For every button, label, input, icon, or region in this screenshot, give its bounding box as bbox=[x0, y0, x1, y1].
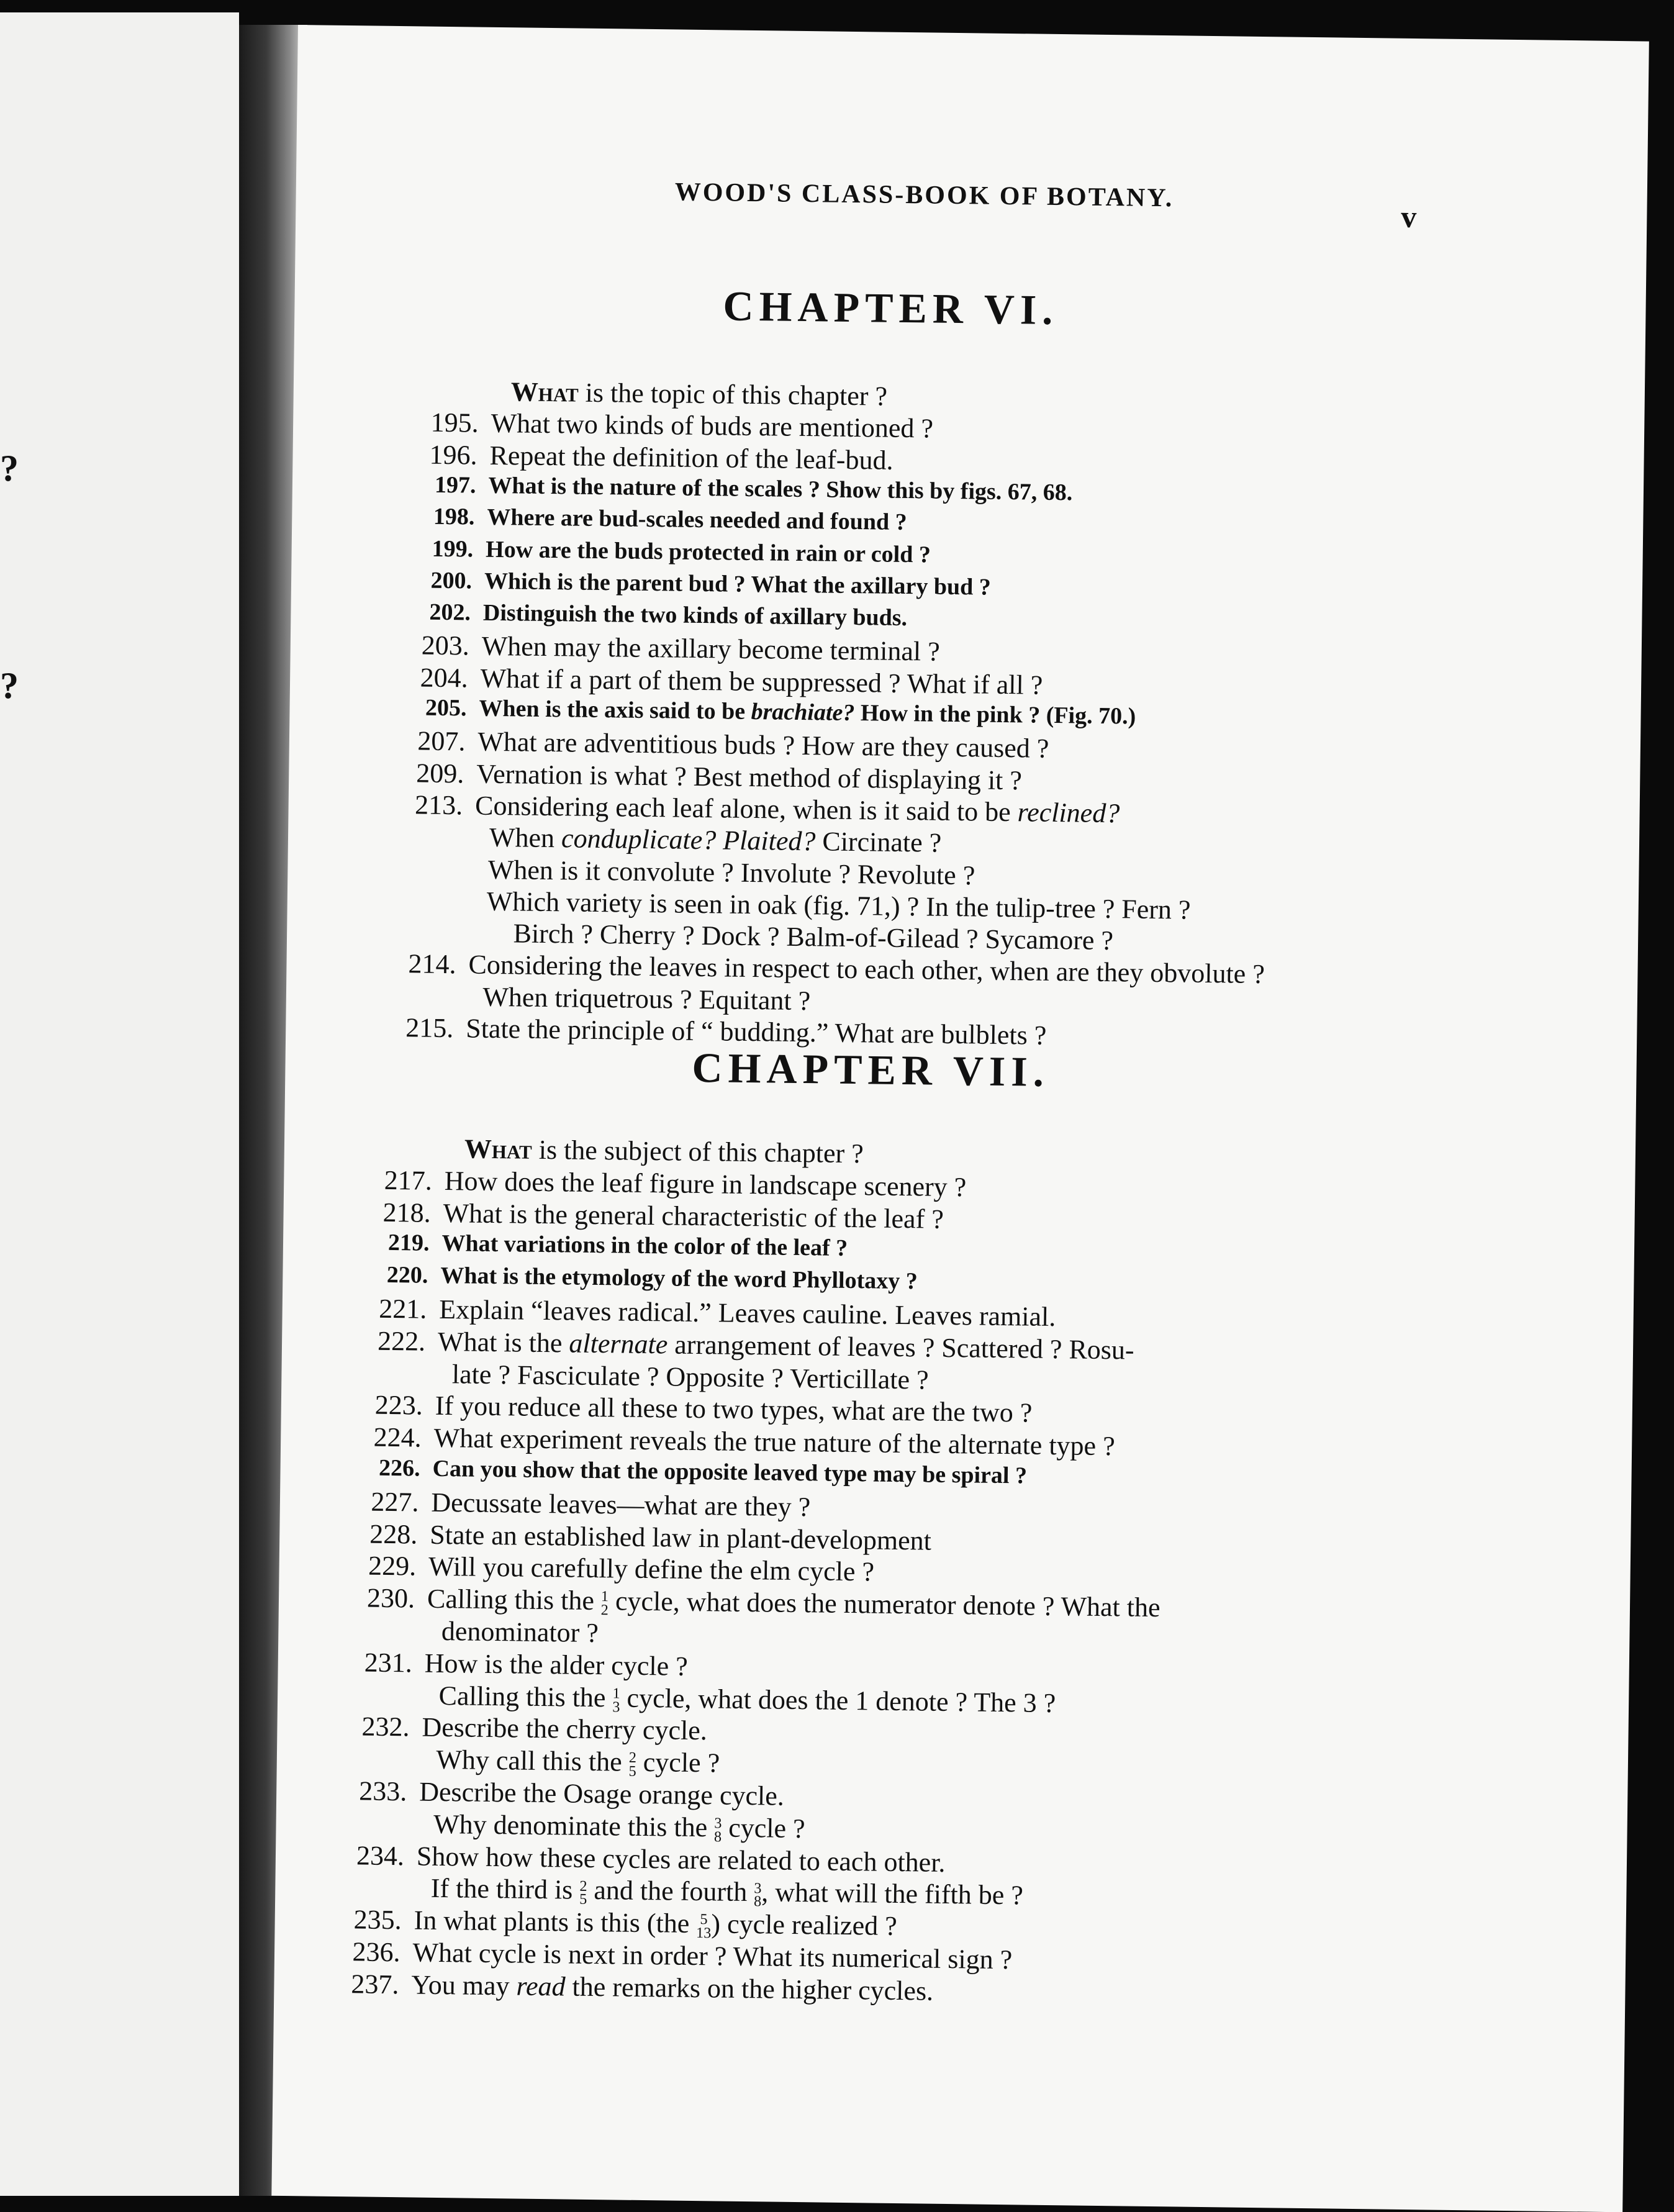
question-text: What if a part of them be suppressed ? What if all ? bbox=[480, 663, 1043, 700]
facing-page-mark: ? bbox=[0, 665, 19, 706]
question-lead-word: What bbox=[510, 376, 579, 408]
question-text: Can you show that the opposite leaved type may be spiral ? bbox=[432, 1455, 1028, 1489]
fraction-denominator: 13 bbox=[695, 1924, 712, 1942]
fraction-numerator: 1 bbox=[600, 1588, 609, 1605]
question-number: 220. bbox=[386, 1262, 428, 1289]
question-text: Will you carefully define the elm cycle ? bbox=[428, 1551, 875, 1587]
question-text: Distinguish the two kinds of axillary buds. bbox=[482, 599, 908, 632]
fraction bbox=[579, 1879, 587, 1906]
fraction-numerator: 1 bbox=[612, 1685, 620, 1702]
question-row bbox=[290, 662, 1594, 700]
question-text: State an established law in plant-development bbox=[430, 1519, 932, 1556]
question-text: What is the topic of this chapter ? bbox=[510, 376, 888, 412]
question-number: 222. bbox=[377, 1325, 426, 1357]
italic-term: reclined? bbox=[1017, 797, 1120, 829]
question-number: 218. bbox=[382, 1197, 431, 1228]
question-row bbox=[289, 725, 1593, 764]
question-text: Describe the Osage orange cycle. bbox=[418, 1776, 785, 1811]
question-row bbox=[283, 1293, 1586, 1333]
fraction-denominator: 2 bbox=[600, 1602, 609, 1619]
italic-term: read bbox=[516, 1970, 566, 2002]
question-text: Where are bud-scales needed and found ? bbox=[487, 504, 907, 536]
fraction-numerator: 2 bbox=[579, 1877, 587, 1895]
question-text: In what plants is this (the 5 13 ) cycle realized ? bbox=[414, 1905, 897, 1942]
page-number: v bbox=[1401, 199, 1417, 235]
question-text: What experiment reveals the true nature of the alternate type ? bbox=[433, 1423, 1115, 1462]
question-row bbox=[293, 407, 1597, 444]
question-number: 224. bbox=[373, 1421, 422, 1453]
question-text: Calling this the 1 3 cycle, what does the 1 denote ? The 3 ? bbox=[438, 1680, 1056, 1718]
question-text: Describe the cherry cycle. bbox=[422, 1712, 708, 1746]
question-number: 229. bbox=[368, 1550, 417, 1582]
question-number: 205. bbox=[425, 694, 467, 722]
question-row bbox=[278, 1680, 1581, 1718]
question-number: 234. bbox=[356, 1839, 405, 1871]
question-text: Which variety is seen in oak (fig. 71,) ? In the tulip-tree ? Fern ? bbox=[486, 886, 1191, 925]
question-number: 214. bbox=[408, 948, 456, 980]
question-row bbox=[277, 1744, 1581, 1780]
question-text: If you reduce all these to two types, what are the two ? bbox=[435, 1390, 1033, 1429]
question-row bbox=[286, 1012, 1590, 1051]
question-text: Calling this the 1 2 cycle, what does the numerator denote ? What the bbox=[427, 1583, 1160, 1623]
fraction-numerator: 2 bbox=[628, 1749, 637, 1767]
question-row bbox=[284, 1164, 1588, 1203]
question-row bbox=[292, 503, 1596, 536]
fraction bbox=[714, 1816, 722, 1844]
question-text: What variations in the color of the leaf ? bbox=[441, 1230, 848, 1262]
fraction bbox=[628, 1751, 636, 1779]
fraction-denominator: 8 bbox=[753, 1893, 762, 1910]
question-text: denominator ? bbox=[441, 1616, 599, 1649]
fraction bbox=[753, 1879, 762, 1910]
question-number: 235. bbox=[353, 1904, 402, 1936]
question-text: What are adventitious buds ? How are they caused ? bbox=[477, 726, 1049, 764]
question-text: Considering each leaf alone, when is it said to be reclined? bbox=[474, 790, 1120, 829]
question-number: 219. bbox=[387, 1230, 430, 1257]
question-row bbox=[284, 1133, 1588, 1169]
question-number: 209. bbox=[415, 758, 464, 789]
question-row bbox=[293, 439, 1597, 476]
question-row bbox=[279, 1582, 1583, 1623]
question-number: 195. bbox=[430, 407, 479, 438]
fraction-numerator: 5 bbox=[700, 1911, 708, 1928]
question-text: Why denominate this the 3 8 cycle ? bbox=[433, 1808, 805, 1846]
question-number: 237. bbox=[351, 1969, 399, 2000]
chapter-heading: CHAPTER VI. bbox=[723, 282, 1059, 333]
fraction-denominator: 3 bbox=[612, 1698, 620, 1716]
question-number: 232. bbox=[361, 1711, 410, 1743]
fraction-numerator: 3 bbox=[754, 1879, 762, 1897]
question-row bbox=[276, 1839, 1580, 1878]
question-text: Considering the leaves in respect to each other, when are they obvolute ? bbox=[468, 949, 1265, 990]
question-lead-word: What bbox=[464, 1133, 533, 1165]
question-number: 200. bbox=[430, 567, 473, 594]
question-text: What is the alternate arrangement of leaves ? Scattered ? Rosu- bbox=[437, 1326, 1134, 1366]
question-number: 202. bbox=[429, 599, 471, 626]
question-text: Vernation is what ? Best method of displaying it ? bbox=[476, 758, 1023, 796]
question-number: 227. bbox=[371, 1486, 419, 1518]
question-text: Explain “leaves radical.” Leaves cauline. Leaves ramial. bbox=[438, 1294, 1056, 1333]
fraction bbox=[601, 1590, 609, 1617]
question-text: What two kinds of buds are mentioned ? bbox=[491, 408, 934, 444]
question-number: 197. bbox=[434, 471, 476, 499]
question-row bbox=[280, 1486, 1584, 1523]
question-row bbox=[280, 1518, 1584, 1556]
fraction-denominator: 5 bbox=[628, 1762, 636, 1780]
running-head: WOOD'S CLASS-BOOK OF BOTANY. bbox=[674, 178, 1174, 213]
question-row bbox=[274, 1936, 1578, 1975]
question-number: 230. bbox=[366, 1582, 415, 1614]
fraction-denominator: 5 bbox=[579, 1891, 587, 1908]
question-text: Why call this the 2 5 cycle ? bbox=[436, 1744, 720, 1780]
facing-page-mark: ? bbox=[0, 448, 19, 489]
question-text: State the principle of “ budding.” What are bulblets ? bbox=[465, 1013, 1047, 1051]
question-number: 203. bbox=[421, 630, 470, 661]
question-row bbox=[277, 1775, 1581, 1811]
question-text: What is the etymology of the word Phyllotaxy ? bbox=[440, 1262, 918, 1295]
question-text: When may the axillary become terminal ? bbox=[481, 631, 940, 668]
book-page bbox=[271, 25, 1649, 2212]
question-number: 207. bbox=[417, 725, 466, 757]
italic-term: conduplicate? Plaited? bbox=[561, 823, 816, 857]
question-row bbox=[294, 376, 1598, 412]
question-row bbox=[276, 1808, 1580, 1846]
question-text: What is the subject of this chapter ? bbox=[464, 1133, 864, 1169]
question-row bbox=[283, 1262, 1587, 1295]
question-number: 213. bbox=[414, 789, 463, 821]
fraction-denominator: 8 bbox=[713, 1828, 722, 1846]
question-text: You may read the remarks on the higher cycles. bbox=[411, 1969, 934, 2006]
question-text: What is the general characteristic of the leaf ? bbox=[443, 1197, 944, 1235]
fraction bbox=[612, 1687, 620, 1714]
question-row bbox=[291, 599, 1595, 632]
question-number: 221. bbox=[378, 1293, 427, 1325]
question-text: Decussate leaves—what are they ? bbox=[431, 1487, 811, 1523]
question-number: 233. bbox=[358, 1775, 407, 1807]
question-text: How are the buds protected in rain or cold ? bbox=[485, 536, 931, 568]
chapter-heading: CHAPTER VII. bbox=[692, 1043, 1050, 1095]
question-number: 204. bbox=[420, 662, 468, 694]
question-number: 217. bbox=[384, 1164, 433, 1196]
question-row bbox=[292, 471, 1596, 506]
italic-term: alternate bbox=[569, 1328, 668, 1360]
question-text: How does the leaf figure in landscape scenery ? bbox=[444, 1165, 967, 1203]
question-number: 215. bbox=[405, 1012, 454, 1044]
question-number: 223. bbox=[374, 1390, 423, 1421]
question-text: If the third is 2 5 and the fourth 3 8 , what will the fifth be ? bbox=[430, 1873, 1024, 1911]
question-text: Which is the parent bud ? What the axillary bud ? bbox=[484, 568, 992, 601]
question-number: 228. bbox=[369, 1518, 418, 1550]
question-text: What is the nature of the scales ? Show this by figs. 67, 68. bbox=[488, 472, 1073, 506]
italic-term: brachiate? bbox=[751, 698, 855, 727]
question-number: 199. bbox=[432, 535, 474, 563]
question-row bbox=[291, 630, 1595, 668]
question-row bbox=[292, 535, 1596, 568]
question-row bbox=[281, 1390, 1585, 1429]
question-number: 198. bbox=[433, 503, 475, 530]
question-text: Show how these cycles are related to each other. bbox=[416, 1841, 946, 1878]
question-row bbox=[291, 567, 1595, 601]
facing-page-edge bbox=[0, 12, 239, 2196]
question-text: When is the axis said to be brachiate? How in the pink ? (Fig. 70.) bbox=[479, 695, 1136, 730]
question-number: 226. bbox=[378, 1454, 420, 1482]
question-text: When conduplicate? Plaited? Circinate ? bbox=[489, 822, 942, 858]
question-text: How is the alder cycle ? bbox=[424, 1648, 688, 1682]
question-row bbox=[279, 1550, 1583, 1587]
fraction bbox=[696, 1913, 712, 1940]
question-text: What cycle is next in order ? What its numerical sign ? bbox=[412, 1937, 1013, 1975]
question-row bbox=[278, 1647, 1582, 1682]
question-text: When triquetrous ? Equitant ? bbox=[482, 981, 811, 1016]
question-text: Repeat the definition of the leaf-bud. bbox=[489, 440, 894, 476]
question-number: 231. bbox=[364, 1647, 413, 1679]
question-text: When is it convolute ? Involute ? Revolute ? bbox=[487, 854, 975, 891]
question-number: 236. bbox=[352, 1936, 400, 1968]
question-text: late ? Fasciculate ? Opposite ? Verticillate ? bbox=[451, 1358, 929, 1395]
fraction-numerator: 3 bbox=[714, 1815, 722, 1832]
question-text: Birch ? Cherry ? Dock ? Balm-of-Gilead ? Sycamore ? bbox=[513, 918, 1114, 956]
question-number: 196. bbox=[429, 439, 477, 471]
